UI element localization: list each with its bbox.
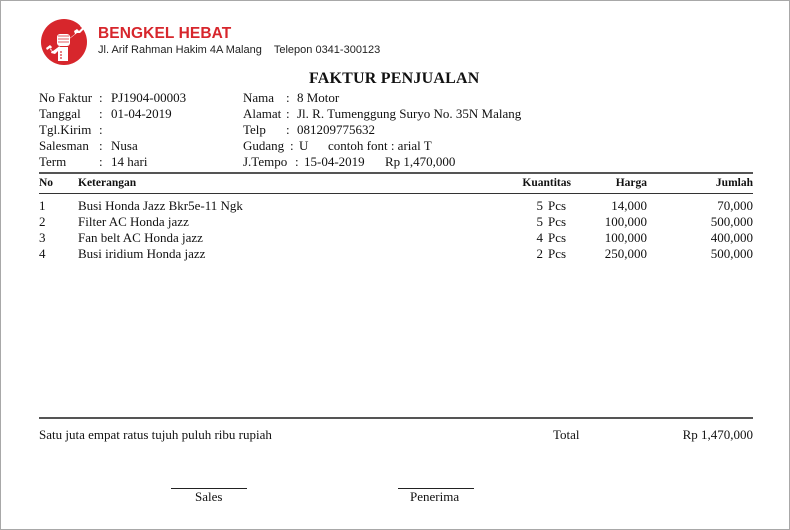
- info-label: Tanggal: [39, 106, 81, 121]
- due-amount: Rp 1,470,000: [385, 154, 456, 169]
- info-separator: :: [99, 106, 103, 121]
- info-separator: :: [290, 138, 294, 153]
- row-unit: Pcs: [548, 214, 567, 229]
- wrench-fist-icon: [40, 18, 88, 66]
- row-unit: Pcs: [548, 230, 567, 245]
- due-date: 15-04-2019: [304, 154, 365, 169]
- company-address-line: [98, 44, 380, 56]
- customer-name: 8 Motor: [297, 90, 340, 105]
- info-value: Nusa: [111, 138, 138, 153]
- receiver-signature-label: Penerima: [410, 489, 460, 504]
- sales-signature-label: Sales: [195, 489, 223, 504]
- company-phone: Telepon 0341-300123: [273, 44, 381, 56]
- info-row-tanggal: [39, 106, 186, 122]
- row-qty: 4: [536, 230, 543, 245]
- info-separator: :: [295, 154, 299, 169]
- row-keterangan: Busi Honda Jazz Bkr5e-11 Ngk: [78, 198, 243, 213]
- row-harga: 14,000: [611, 198, 647, 213]
- total-value: Rp 1,470,000: [682, 427, 753, 442]
- table-top-rule: [39, 172, 753, 174]
- invoice-info-right: [243, 90, 521, 170]
- row-qty: 2: [536, 246, 543, 261]
- info-separator: :: [99, 154, 103, 169]
- row-harga: 100,000: [604, 214, 647, 229]
- info-row-term: [39, 154, 186, 170]
- company-name: BENGKEL HEBAT: [98, 25, 232, 42]
- info-label: J.Tempo: [243, 154, 288, 169]
- header-jumlah: Jumlah: [715, 177, 753, 189]
- info-separator: :: [99, 138, 103, 153]
- info-label: Salesman: [39, 138, 89, 153]
- amount-in-words: Satu juta empat ratus tujuh puluh ribu rupiah: [39, 427, 272, 442]
- customer-phone: 081209775632: [297, 122, 375, 137]
- row-keterangan: Fan belt AC Honda jazz: [78, 230, 203, 245]
- info-label: No Faktur: [39, 90, 93, 105]
- row-no: 3: [39, 230, 46, 245]
- document-title: FAKTUR PENJUALAN: [309, 70, 480, 87]
- row-keterangan: Busi iridium Honda jazz: [78, 246, 206, 261]
- row-no: 4: [39, 246, 46, 261]
- info-row-gudang: [243, 138, 521, 154]
- info-label: Nama: [243, 90, 275, 105]
- info-separator: :: [286, 90, 290, 105]
- info-row-salesman: [39, 138, 186, 154]
- header-no: No: [39, 177, 54, 189]
- info-row-no-faktur: [39, 90, 186, 106]
- table-header-rule: [39, 193, 753, 194]
- row-harga: 100,000: [604, 230, 647, 245]
- info-row-tgl-kirim: [39, 122, 186, 138]
- info-value: 14 hari: [111, 154, 148, 169]
- info-separator: :: [286, 106, 290, 121]
- row-harga: 250,000: [604, 246, 647, 261]
- info-label: Telp: [243, 122, 266, 137]
- row-unit: Pcs: [548, 198, 567, 213]
- row-no: 2: [39, 214, 46, 229]
- info-label: Term: [39, 154, 67, 169]
- row-keterangan: Filter AC Honda jazz: [78, 214, 189, 229]
- header-kuantitas: Kuantitas: [522, 177, 571, 189]
- total-label: Total: [553, 427, 580, 442]
- info-value: 01-04-2019: [111, 106, 172, 121]
- warehouse-extra: contoh font : arial T: [328, 138, 432, 153]
- header-keterangan: Keterangan: [78, 177, 137, 189]
- row-jumlah: 400,000: [710, 230, 753, 245]
- info-label: Gudang: [243, 138, 285, 153]
- info-label: Tgl.Kirim: [39, 122, 92, 137]
- invoice-info-left: [39, 90, 186, 170]
- warehouse-value: U: [299, 138, 309, 153]
- company-address: Jl. Arif Rahman Hakim 4A Malang: [98, 44, 262, 56]
- row-jumlah: 70,000: [717, 198, 753, 213]
- info-separator: :: [99, 90, 103, 105]
- row-jumlah: 500,000: [710, 246, 753, 261]
- info-row-alamat: [243, 106, 521, 122]
- row-jumlah: 500,000: [710, 214, 753, 229]
- info-row-jtempo: [243, 154, 521, 170]
- info-row-telp: [243, 122, 521, 138]
- info-label: Alamat: [243, 106, 282, 121]
- row-no: 1: [39, 198, 46, 213]
- header-harga: Harga: [615, 177, 647, 189]
- row-qty: 5: [536, 214, 543, 229]
- row-unit: Pcs: [548, 246, 567, 261]
- info-separator: :: [99, 122, 103, 137]
- customer-address: Jl. R. Tumenggung Suryo No. 35N Malang: [297, 106, 522, 121]
- table-bottom-rule: [39, 417, 753, 419]
- info-row-nama: [243, 90, 521, 106]
- info-separator: :: [286, 122, 290, 137]
- info-value: PJ1904-00003: [111, 90, 187, 105]
- row-qty: 5: [536, 198, 543, 213]
